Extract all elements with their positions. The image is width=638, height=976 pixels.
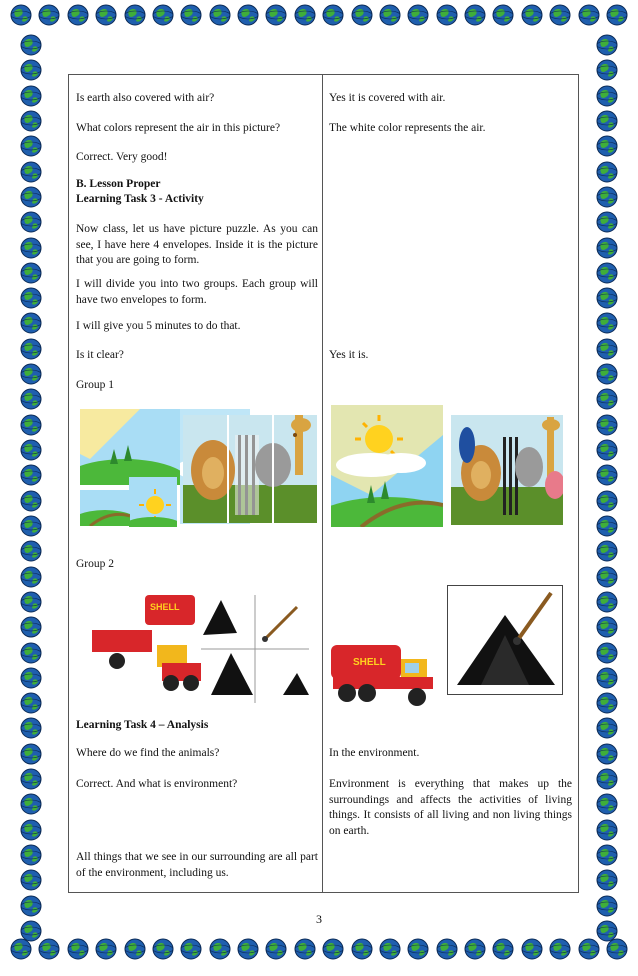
- globe-icon: [596, 692, 618, 714]
- globe-icon: [596, 540, 618, 562]
- question-environment: Correct. And what is environment?: [76, 778, 238, 790]
- globe-icon: [596, 490, 618, 512]
- globe-icon: [20, 642, 42, 664]
- globe-icon: [549, 938, 571, 960]
- globe-icon: [596, 642, 618, 664]
- globe-icon: [322, 938, 344, 960]
- globe-icon: [20, 692, 42, 714]
- globe-icon: [20, 312, 42, 334]
- globe-icon: [95, 4, 117, 26]
- globe-icon: [596, 110, 618, 132]
- globe-icon: [596, 717, 618, 739]
- globe-icon: [124, 4, 146, 26]
- globe-icon: [596, 566, 618, 588]
- globe-icon: [20, 768, 42, 790]
- globe-icon: [596, 34, 618, 56]
- globe-icon: [596, 262, 618, 284]
- globe-icon: [436, 938, 458, 960]
- globe-icon: [596, 515, 618, 537]
- question-animals: Where do we find the animals?: [76, 747, 220, 759]
- globe-icon: [209, 4, 231, 26]
- globe-icon: [20, 34, 42, 56]
- globe-icon: [20, 490, 42, 512]
- globe-icon: [124, 938, 146, 960]
- globe-icon: [20, 869, 42, 891]
- globe-icon: [351, 4, 373, 26]
- globe-icon: [20, 667, 42, 689]
- globe-icon: [596, 338, 618, 360]
- instruction-puzzle: Now class, let us have picture puzzle. As you can see, I have here 4 envelopes. Inside it is the picture that you are going to form.: [76, 223, 318, 266]
- globe-icon: [10, 4, 32, 26]
- globe-icon: [596, 211, 618, 233]
- globe-icon: [20, 717, 42, 739]
- instruction-time: I will give you 5 minutes to do that.: [76, 320, 241, 332]
- globe-icon: [265, 938, 287, 960]
- globe-icon: [379, 938, 401, 960]
- globe-icon: [521, 938, 543, 960]
- globe-icon: [237, 938, 259, 960]
- globe-icon: [578, 4, 600, 26]
- decorative-border-right: [590, 34, 624, 942]
- question-colors: What colors represent the air in this picture?: [76, 122, 281, 134]
- globe-icon: [152, 938, 174, 960]
- globe-icon: [180, 4, 202, 26]
- completed-animals-picture: [451, 415, 563, 525]
- completed-coal-picture: [447, 585, 563, 695]
- decorative-border-left: [14, 34, 48, 942]
- globe-icon: [152, 4, 174, 26]
- globe-icon: [596, 135, 618, 157]
- grass-puzzle-piece: [80, 490, 130, 526]
- globe-icon: [549, 4, 571, 26]
- globe-icon: [20, 616, 42, 638]
- globe-icon: [20, 439, 42, 461]
- globe-icon: [180, 938, 202, 960]
- sun-puzzle-piece-1: [80, 409, 180, 485]
- globe-icon: [596, 312, 618, 334]
- globe-icon: [20, 59, 42, 81]
- globe-icon: [521, 4, 543, 26]
- sun-puzzle-piece-2: [129, 477, 177, 527]
- decorative-border-top: [0, 4, 638, 38]
- globe-icon: [596, 414, 618, 436]
- globe-icon: [20, 287, 42, 309]
- globe-icon: [596, 388, 618, 410]
- globe-icon: [95, 938, 117, 960]
- globe-icon: [596, 363, 618, 385]
- globe-icon: [596, 591, 618, 613]
- student-column: [323, 75, 578, 892]
- globe-icon: [322, 4, 344, 26]
- globe-icon: [265, 4, 287, 26]
- coal-puzzle-image: [201, 595, 309, 703]
- task3-heading: Learning Task 3 - Activity: [76, 193, 204, 205]
- globe-icon: [407, 4, 429, 26]
- globe-icon: [294, 938, 316, 960]
- globe-icon: [596, 287, 618, 309]
- completed-truck-picture: [327, 615, 443, 717]
- animals-puzzle-image: [183, 415, 317, 523]
- globe-icon: [407, 938, 429, 960]
- globe-icon: [20, 515, 42, 537]
- globe-icon: [464, 938, 486, 960]
- completed-sun-picture: [331, 405, 443, 527]
- globe-icon: [596, 464, 618, 486]
- globe-icon: [596, 819, 618, 841]
- globe-icon: [379, 4, 401, 26]
- globe-icon: [20, 743, 42, 765]
- globe-icon: [596, 85, 618, 107]
- globe-icon: [38, 4, 60, 26]
- globe-icon: [20, 566, 42, 588]
- globe-icon: [596, 844, 618, 866]
- answer-environment: Environment is everything that makes up the surroundings and affects the activities of living things. It consists of all living and non living things on earth.: [329, 778, 572, 837]
- decorative-border-bottom: [0, 938, 638, 972]
- globe-icon: [492, 938, 514, 960]
- globe-icon: [67, 4, 89, 26]
- globe-icon: [596, 667, 618, 689]
- globe-icon: [294, 4, 316, 26]
- answer-colors: The white color represents the air.: [329, 122, 486, 134]
- globe-icon: [209, 938, 231, 960]
- answer-clear: Yes it is.: [329, 349, 369, 361]
- globe-icon: [20, 161, 42, 183]
- truck-puzzle-image: [87, 585, 207, 703]
- globe-icon: [596, 59, 618, 81]
- globe-icon: [596, 743, 618, 765]
- section-heading: B. Lesson Proper: [76, 178, 161, 190]
- globe-icon: [606, 4, 628, 26]
- globe-icon: [596, 869, 618, 891]
- globe-icon: [20, 338, 42, 360]
- closing-statement: All things that we see in our surrounding are all part of the environment, including us.: [76, 851, 318, 879]
- globe-icon: [20, 464, 42, 486]
- globe-icon: [596, 161, 618, 183]
- answer-animals: In the environment.: [329, 747, 420, 759]
- lesson-table: [68, 74, 579, 893]
- globe-icon: [237, 4, 259, 26]
- globe-icon: [20, 135, 42, 157]
- teacher-column: [69, 75, 323, 892]
- globe-icon: [20, 85, 42, 107]
- group1-label: Group 1: [76, 379, 115, 391]
- task4-heading: Learning Task 4 – Analysis: [76, 719, 209, 731]
- globe-icon: [67, 938, 89, 960]
- globe-icon: [436, 4, 458, 26]
- truck-label: SHELL: [150, 602, 180, 612]
- globe-icon: [20, 819, 42, 841]
- globe-icon: [20, 211, 42, 233]
- question-clear: Is it clear?: [76, 349, 124, 361]
- globe-icon: [20, 262, 42, 284]
- globe-icon: [596, 237, 618, 259]
- globe-icon: [596, 616, 618, 638]
- globe-icon: [20, 388, 42, 410]
- globe-icon: [20, 414, 42, 436]
- globe-icon: [20, 844, 42, 866]
- question-air: Is earth also covered with air?: [76, 92, 215, 104]
- truck-label-2: SHELL: [353, 657, 386, 668]
- page-number: 3: [316, 912, 322, 926]
- group2-label: Group 2: [76, 558, 115, 570]
- globe-icon: [20, 110, 42, 132]
- globe-icon: [20, 237, 42, 259]
- globe-icon: [20, 540, 42, 562]
- globe-icon: [596, 768, 618, 790]
- globe-icon: [20, 363, 42, 385]
- globe-icon: [596, 186, 618, 208]
- globe-icon: [596, 793, 618, 815]
- praise-text: Correct. Very good!: [76, 151, 168, 163]
- globe-icon: [492, 4, 514, 26]
- instruction-groups: I will divide you into two groups. Each group will have two envelopes to form.: [76, 278, 318, 306]
- globe-icon: [20, 793, 42, 815]
- globe-icon: [596, 439, 618, 461]
- globe-icon: [351, 938, 373, 960]
- answer-air: Yes it is covered with air.: [329, 92, 446, 104]
- globe-icon: [20, 591, 42, 613]
- globe-icon: [464, 4, 486, 26]
- globe-icon: [20, 186, 42, 208]
